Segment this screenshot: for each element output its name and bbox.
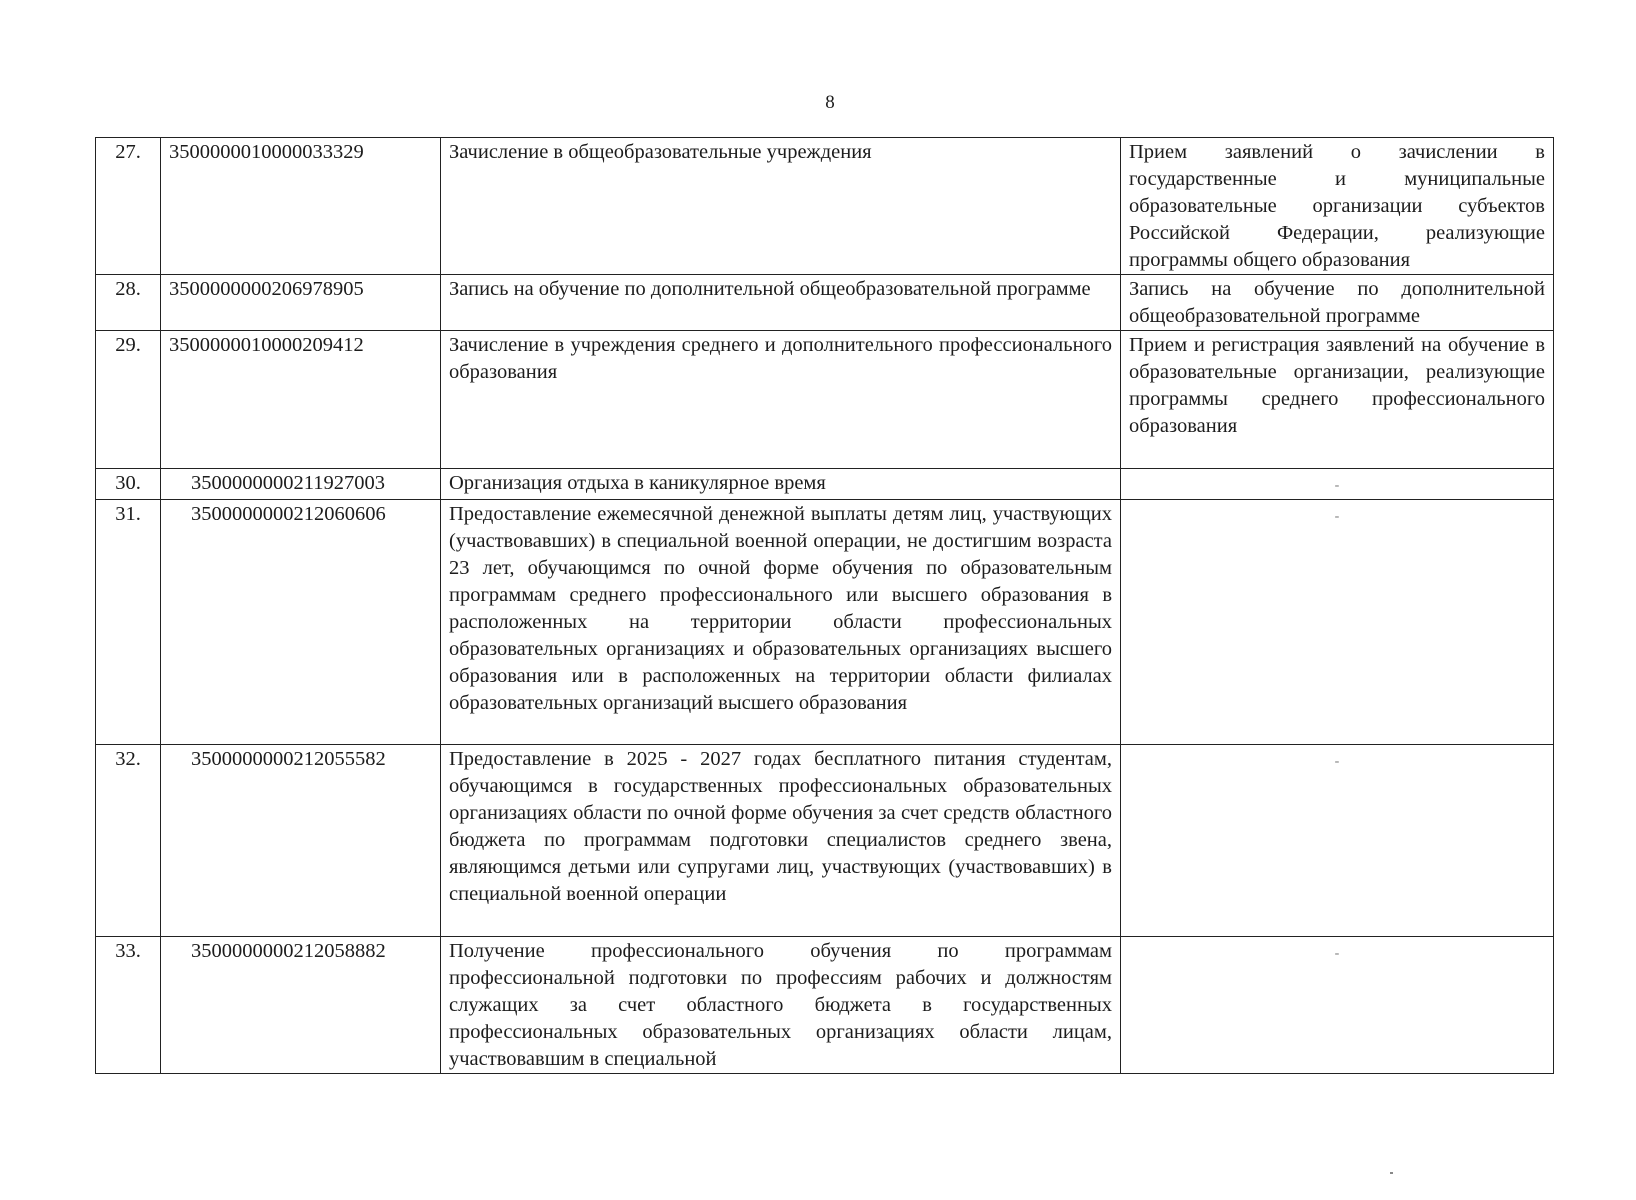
empty-dash: - xyxy=(1334,509,1340,524)
table-row xyxy=(96,937,1554,1074)
service-name: Запись на обучение по дополнительной общеобразовательной программе xyxy=(441,275,1121,331)
service-description xyxy=(1121,745,1554,937)
services-table xyxy=(95,137,1554,1074)
service-description: Прием и регистрация заявлений на обучение в образовательные организации, реализующие программы среднего профессионального образования xyxy=(1121,331,1554,469)
service-code: 3500000010000209412 xyxy=(161,331,441,469)
service-code: 3500000000206978905 xyxy=(161,275,441,331)
service-code: 3500000000212055582 xyxy=(161,745,441,937)
service-code: 3500000000212060606 xyxy=(161,500,441,745)
table-row xyxy=(96,745,1554,937)
row-number: 27. xyxy=(96,138,161,275)
table-row xyxy=(96,138,1554,275)
service-description xyxy=(1121,469,1554,500)
row-number: 31. xyxy=(96,500,161,745)
service-name: Предоставление в 2025 - 2027 годах бесплатного питания студентам, обучающимся в государственных профессиональных образовательных организациях области по очной форме обучения за счет средств областного бюджета по программам подготовки специалистов среднего звена, являющимся детьми или супругами лиц, участвующих (участвовавших) в специальной военной операции xyxy=(441,745,1121,937)
service-description: Прием заявлений о зачислении в государственные и муниципальные образовательные организации субъектов Российской Федерации, реализующие программы общего образования xyxy=(1121,138,1554,275)
service-name: Зачисление в общеобразовательные учреждения xyxy=(441,138,1121,275)
empty-dash: - xyxy=(1334,478,1340,493)
service-code: 3500000010000033329 xyxy=(161,138,441,275)
row-number: 29. xyxy=(96,331,161,469)
service-name: Организация отдыха в каникулярное время xyxy=(441,469,1121,500)
empty-dash: - xyxy=(1334,946,1340,961)
row-number: 28. xyxy=(96,275,161,331)
row-number: 30. xyxy=(96,469,161,500)
service-code: 3500000000212058882 xyxy=(161,937,441,1074)
service-name: Зачисление в учреждения среднего и дополнительного профессионального образования xyxy=(441,331,1121,469)
page-number: 8 xyxy=(825,92,835,113)
scan-speck xyxy=(1390,1172,1393,1174)
service-name: Предоставление ежемесячной денежной выплаты детям лиц, участвующих (участвовавших) в специальной военной операции, не достигшим возраста 23 лет, обучающимся по очной форме обучения по образовательным программам среднего профессионального или высшего образования в расположенных на территории области профессиональных образовательных организациях и образовательных организациях высшего образования или в расположенных на территории области филиалах образовательных организаций высшего образования xyxy=(441,500,1121,745)
service-description: Запись на обучение по дополнительной общеобразовательной программе xyxy=(1121,275,1554,331)
row-number: 33. xyxy=(96,937,161,1074)
service-description xyxy=(1121,500,1554,745)
table-row xyxy=(96,275,1554,331)
empty-dash: - xyxy=(1334,754,1340,769)
table-row xyxy=(96,500,1554,745)
row-number: 32. xyxy=(96,745,161,937)
service-description xyxy=(1121,937,1554,1074)
service-code: 3500000000211927003 xyxy=(161,469,441,500)
service-name: Получение профессионального обучения по программам профессиональной подготовки по профессиям рабочих и должностям служащих за счет областного бюджета в государственных профессиональных образовательных организациях области лицам, участвовавшим в специальной xyxy=(441,937,1121,1074)
table-row xyxy=(96,331,1554,469)
table-row xyxy=(96,469,1554,500)
